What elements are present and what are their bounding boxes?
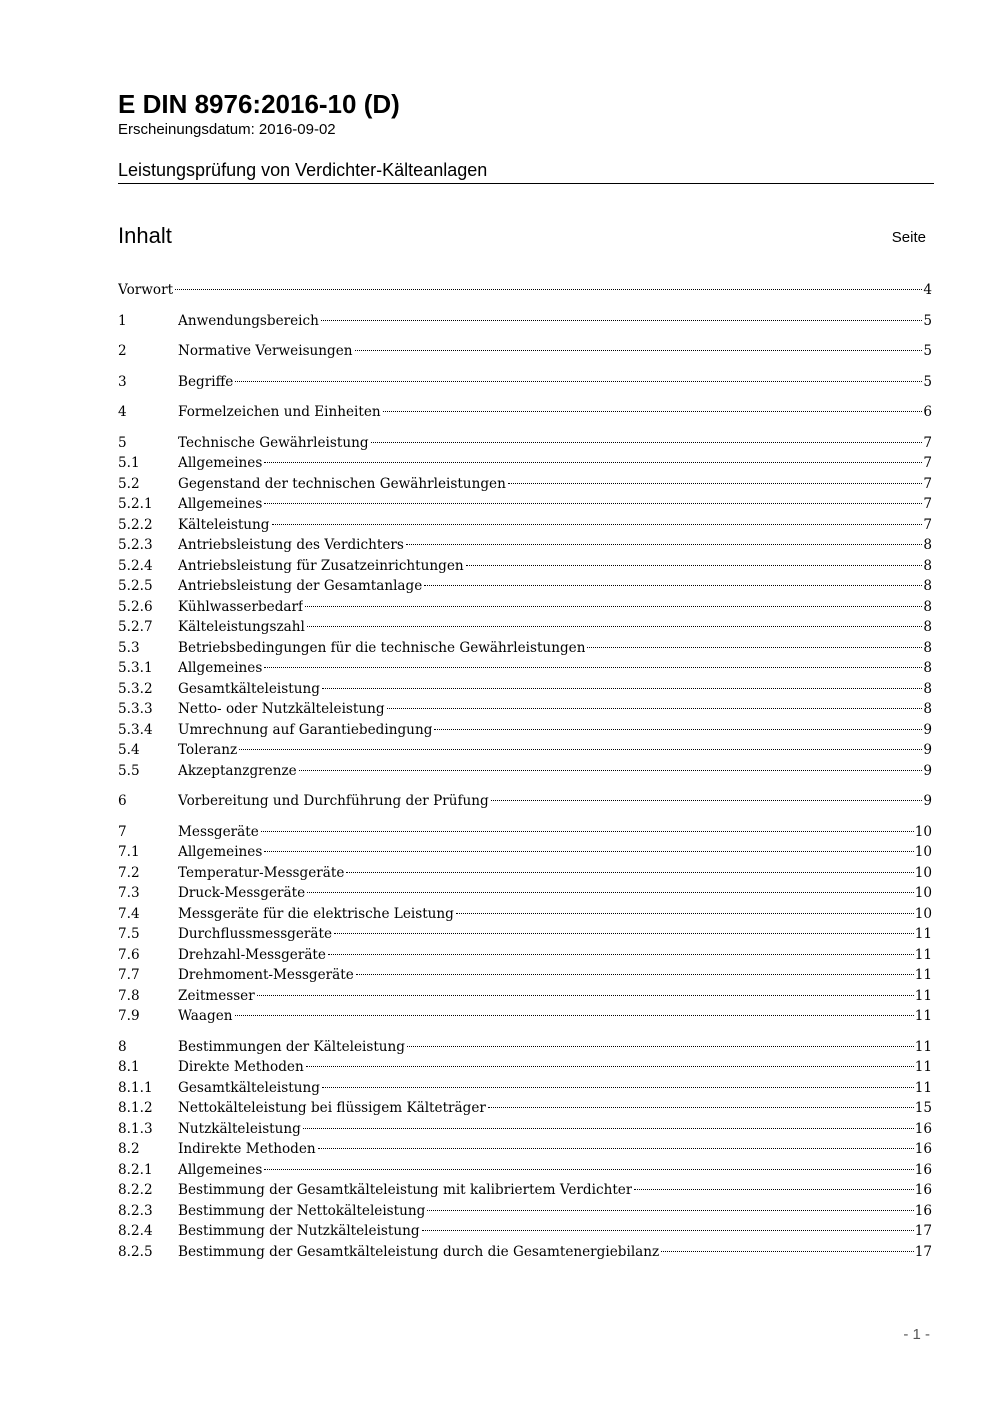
- toc-dot-leader: [261, 831, 914, 832]
- toc-entry-page: 16: [914, 1161, 932, 1178]
- toc-entry-page: 17: [914, 1223, 932, 1239]
- toc-entry-number: 8.1.3: [118, 1120, 153, 1137]
- toc-entry-title: Netto- oder Nutzkälteleistung: [178, 701, 385, 717]
- toc-entry-page: 11: [914, 926, 932, 942]
- toc-dot-leader: [318, 1148, 914, 1149]
- toc-dot-leader: [235, 381, 922, 382]
- toc-entry-number: 5.3.3: [118, 701, 153, 717]
- toc-dot-leader: [346, 872, 913, 873]
- toc-dot-leader: [328, 954, 914, 955]
- toc-entry-page: 11: [914, 1079, 932, 1096]
- toc-entry-page: 10: [914, 823, 932, 840]
- toc-entry-number: 8: [118, 1038, 127, 1055]
- toc-entry-number: 5.1: [118, 455, 140, 471]
- publication-date: Erscheinungsdatum: 2016-09-02: [118, 121, 336, 138]
- toc-entry-number: 6: [118, 793, 127, 809]
- toc-entry[interactable]: [118, 372, 932, 393]
- toc-entry[interactable]: [118, 1221, 932, 1242]
- toc-entry-number: 8.2.1: [118, 1161, 153, 1178]
- toc-dot-leader: [235, 1015, 914, 1016]
- toc-entry-title: Allgemeines: [178, 660, 263, 676]
- toc-entry-page: 11: [914, 987, 932, 1004]
- toc-dot-leader: [257, 995, 914, 996]
- toc-entry-page: 11: [914, 946, 932, 963]
- toc-dot-leader: [307, 892, 914, 893]
- document-title: E DIN 8976:2016-10 (D): [118, 89, 400, 119]
- toc-dot-leader: [371, 442, 923, 443]
- toc-entry-title: Bestimmung der Gesamtkälteleistung durch die Gesamtenergiebilanz: [178, 1243, 660, 1260]
- toc-entry-title: Akzeptanzgrenze: [178, 762, 297, 779]
- toc-dot-leader: [355, 350, 923, 351]
- toc-entry-title: Drehmoment-Messgeräte: [178, 967, 354, 983]
- toc-entry-number: 7.9: [118, 1008, 140, 1024]
- toc-entry-number: 8.1.2: [118, 1100, 153, 1116]
- toc-entry[interactable]: [118, 402, 932, 423]
- toc-entry[interactable]: [118, 791, 932, 812]
- toc-entry[interactable]: [118, 453, 932, 474]
- toc-entry[interactable]: [118, 556, 932, 577]
- toc-entry-title: Nutzkälteleistung: [178, 1120, 301, 1137]
- toc-entry-title: Kühlwasserbedarf: [178, 598, 304, 615]
- toc-entry-page: 10: [914, 844, 932, 860]
- toc-entry[interactable]: [118, 904, 932, 925]
- toc-entry[interactable]: [118, 474, 932, 495]
- toc-entry-title: Direkte Methoden: [178, 1059, 304, 1075]
- toc-entry-title: Waagen: [178, 1008, 233, 1024]
- toc-entry-number: 7: [118, 823, 127, 840]
- toc-entry[interactable]: [118, 965, 932, 986]
- toc-entry-title: Temperatur-Messgeräte: [178, 864, 345, 881]
- toc-entry[interactable]: [118, 515, 932, 536]
- toc-entry-page: 8: [923, 557, 932, 574]
- toc-entry-number: 7.7: [118, 967, 140, 983]
- toc-entry[interactable]: [118, 617, 932, 638]
- toc-entry-page: 17: [914, 1243, 932, 1260]
- toc-entry-page: 16: [914, 1182, 932, 1198]
- toc-entry-title: Vorwort: [118, 282, 174, 298]
- toc-entry[interactable]: [118, 679, 932, 700]
- toc-entry[interactable]: [118, 699, 932, 720]
- title-divider: [118, 183, 934, 184]
- toc-entry-number: 5.3: [118, 639, 140, 656]
- toc-dot-leader: [427, 1210, 913, 1211]
- toc-entry-page: 6: [923, 404, 932, 420]
- toc-entry-page: 8: [923, 537, 932, 553]
- toc-entry-number: 8.2: [118, 1141, 140, 1157]
- toc-entry[interactable]: [118, 1119, 932, 1140]
- toc-entry-number: 5.3.4: [118, 721, 153, 738]
- toc-dot-leader: [264, 503, 922, 504]
- toc-entry-title: Normative Verweisungen: [178, 343, 353, 359]
- toc-entry-number: 7.5: [118, 926, 140, 942]
- toc-entry-page: 9: [923, 742, 932, 758]
- toc-entry-number: 8.2.2: [118, 1182, 153, 1198]
- toc-dot-leader: [491, 800, 923, 801]
- toc-entry-title: Messgeräte: [178, 823, 259, 840]
- toc-entry-page: 8: [923, 619, 932, 635]
- toc-entry-number: 5.2.3: [118, 537, 153, 553]
- toc-entry-number: 5.2.1: [118, 496, 153, 512]
- toc-dot-leader: [406, 544, 922, 545]
- toc-entry-number: 7.3: [118, 885, 140, 901]
- toc-entry-title: Bestimmung der Nettokälteleistung: [178, 1202, 426, 1219]
- toc-entry-title: Antriebsleistung für Zusatzeinrichtungen: [178, 557, 464, 574]
- toc-dot-leader: [264, 851, 913, 852]
- toc-entry-title: Kälteleistung: [178, 516, 270, 533]
- document-subtitle: Leistungsprüfung von Verdichter-Kälteanlagen: [118, 160, 488, 180]
- toc-entry-page: 8: [923, 701, 932, 717]
- toc-dot-leader: [307, 626, 922, 627]
- toc-entry[interactable]: [118, 433, 932, 454]
- toc-entry-page: 8: [923, 598, 932, 615]
- toc-entry-page: 9: [923, 793, 932, 809]
- toc-dot-leader: [305, 606, 922, 607]
- toc-dot-leader: [322, 688, 922, 689]
- toc-entry-page: 10: [914, 905, 932, 922]
- toc-entry-number: 7.1: [118, 844, 140, 860]
- toc-entry-number: 5.2.4: [118, 557, 153, 574]
- toc-entry[interactable]: [118, 822, 932, 843]
- toc-entry-page: 8: [923, 639, 932, 656]
- toc-entry-title: Indirekte Methoden: [178, 1141, 316, 1157]
- toc-entry-title: Bestimmungen der Kälteleistung: [178, 1038, 406, 1055]
- toc-dot-leader: [239, 749, 922, 750]
- toc-entry-number: 8.1.1: [118, 1079, 153, 1096]
- toc-entry-page: 8: [923, 680, 932, 697]
- toc-dot-leader: [422, 1230, 914, 1231]
- toc-entry[interactable]: [118, 1006, 932, 1027]
- toc-entry-title: Gegenstand der technischen Gewährleistungen: [178, 475, 506, 492]
- toc-dot-leader: [634, 1189, 913, 1190]
- toc-entry-page: 15: [914, 1100, 932, 1116]
- toc-entry-number: 4: [118, 404, 127, 420]
- toc-dot-leader: [661, 1251, 913, 1252]
- toc-dot-leader: [264, 1169, 913, 1170]
- toc-entry-title: Allgemeines: [178, 1161, 263, 1178]
- toc-entry[interactable]: [118, 597, 932, 618]
- toc-entry[interactable]: [118, 638, 932, 659]
- toc-entry-page: 9: [923, 721, 932, 738]
- toc-entry[interactable]: [118, 1160, 932, 1181]
- toc-entry[interactable]: [118, 863, 932, 884]
- toc-entry-title: Technische Gewährleistung: [178, 434, 369, 451]
- toc-entry-page: 11: [914, 1059, 932, 1075]
- toc-entry[interactable]: [118, 883, 932, 904]
- toc-entry-title: Antriebsleistung des Verdichters: [178, 537, 404, 553]
- toc-entry-title: Allgemeines: [178, 496, 263, 512]
- toc-entry-page: 7: [923, 475, 932, 492]
- toc-entry[interactable]: [118, 842, 932, 863]
- toc-dot-leader: [508, 483, 923, 484]
- toc-entry[interactable]: [118, 986, 932, 1007]
- toc-entry[interactable]: [118, 341, 932, 362]
- toc-dot-leader: [334, 933, 914, 934]
- toc-entry-number: 5.2.5: [118, 578, 153, 594]
- toc-entry-title: Durchflussmessgeräte: [178, 926, 333, 942]
- toc-entry-title: Bestimmung der Gesamtkälteleistung mit kalibriertem Verdichter: [178, 1182, 633, 1198]
- toc-dot-leader: [264, 462, 922, 463]
- toc-entry[interactable]: [118, 311, 932, 332]
- toc-entry[interactable]: [118, 280, 932, 301]
- toc-entry-number: 7.6: [118, 946, 140, 963]
- toc-entry-page: 7: [923, 455, 932, 471]
- toc-entry-title: Druck-Messgeräte: [178, 885, 306, 901]
- toc-entry[interactable]: [118, 1037, 932, 1058]
- toc-entry-number: 7.4: [118, 905, 140, 922]
- toc-entry-page: 11: [914, 1008, 932, 1024]
- toc-heading: Inhalt: [118, 223, 172, 248]
- toc-dot-leader: [272, 524, 923, 525]
- toc-dot-leader: [175, 289, 922, 290]
- toc-dot-leader: [303, 1128, 914, 1129]
- toc-entry-title: Begriffe: [178, 373, 234, 390]
- toc-entry-page: 10: [914, 864, 932, 881]
- toc-dot-leader: [321, 320, 922, 321]
- toc-dot-leader: [456, 913, 914, 914]
- toc-entry-number: 5: [118, 434, 127, 451]
- toc-entry-title: Gesamtkälteleistung: [178, 680, 320, 697]
- toc-dot-leader: [322, 1087, 914, 1088]
- toc-dot-leader: [466, 565, 923, 566]
- toc-entry-number: 7.8: [118, 987, 140, 1004]
- toc-entry-page: 5: [923, 343, 932, 359]
- toc-entry-page: 8: [923, 660, 932, 676]
- toc-entry-page: 7: [923, 516, 932, 533]
- toc-dot-leader: [299, 770, 923, 771]
- toc-entry-number: 8.2.4: [118, 1223, 153, 1239]
- toc-entry[interactable]: [118, 1139, 932, 1160]
- toc-entry-number: 5.3.2: [118, 680, 153, 697]
- toc-entry-page: 9: [923, 762, 932, 779]
- toc-entry-page: 10: [914, 885, 932, 901]
- toc-entry-number: 5.4: [118, 742, 140, 758]
- toc-entry-page: 5: [923, 312, 932, 329]
- toc-page-column-label: Seite: [891, 229, 926, 246]
- toc-entry-title: Antriebsleistung der Gesamtanlage: [178, 578, 423, 594]
- toc-entry[interactable]: [118, 740, 932, 761]
- toc-entry[interactable]: [118, 924, 932, 945]
- toc-dot-leader: [383, 411, 923, 412]
- toc-entry-number: 5.2: [118, 475, 140, 492]
- toc-entry-title: Allgemeines: [178, 844, 263, 860]
- toc-entry[interactable]: [118, 1201, 932, 1222]
- toc-entry-title: Kälteleistungszahl: [178, 619, 305, 635]
- toc-entry-page: 8: [923, 578, 932, 594]
- toc-entry[interactable]: [118, 720, 932, 741]
- toc-entry-page: 16: [914, 1202, 932, 1219]
- toc-entry-number: 5.2.2: [118, 516, 153, 533]
- toc-entry-number: 5.3.1: [118, 660, 153, 676]
- toc-dot-leader: [488, 1107, 914, 1108]
- toc-entry-number: 7.2: [118, 864, 140, 881]
- toc-entry[interactable]: [118, 1057, 932, 1078]
- toc-entry-page: 7: [923, 434, 932, 451]
- footer-page-number: - 1 -: [903, 1326, 930, 1343]
- toc-entry-number: 5.5: [118, 762, 140, 779]
- toc-entry[interactable]: [118, 761, 932, 782]
- toc-entry-page: 11: [914, 967, 932, 983]
- toc-entry-title: Gesamtkälteleistung: [178, 1079, 320, 1096]
- toc-entry[interactable]: [118, 1180, 932, 1201]
- toc-entry-title: Allgemeines: [178, 455, 263, 471]
- toc-entry-title: Bestimmung der Nutzkälteleistung: [178, 1223, 420, 1239]
- toc-dot-leader: [434, 729, 922, 730]
- toc-entry[interactable]: [118, 1242, 932, 1263]
- toc-entry-number: 5.2.7: [118, 619, 153, 635]
- toc-dot-leader: [424, 585, 922, 586]
- toc-entry-number: 2: [118, 343, 127, 359]
- toc-dot-leader: [407, 1046, 914, 1047]
- toc-entry-number: 8.2.3: [118, 1202, 153, 1219]
- toc-entry-page: 7: [923, 496, 932, 512]
- toc-dot-leader: [264, 667, 922, 668]
- toc-entry[interactable]: [118, 576, 932, 597]
- toc-entry-page: 11: [914, 1038, 932, 1055]
- toc-entry-page: 5: [923, 373, 932, 390]
- toc-entry-number: 3: [118, 373, 127, 390]
- toc-entry-page: 16: [914, 1141, 932, 1157]
- toc-dot-leader: [356, 974, 914, 975]
- toc-entry[interactable]: [118, 945, 932, 966]
- toc-entry-title: Anwendungsbereich: [178, 312, 319, 329]
- toc-entry-title: Messgeräte für die elektrische Leistung: [178, 905, 454, 922]
- toc-entry-title: Formelzeichen und Einheiten: [178, 404, 381, 420]
- toc-entry-number: 8.2.5: [118, 1243, 153, 1260]
- toc-entry[interactable]: [118, 1078, 932, 1099]
- toc-entry-number: 1: [118, 312, 127, 329]
- toc-dot-leader: [306, 1066, 914, 1067]
- toc-entry-number: 8.1: [118, 1059, 140, 1075]
- toc-dot-leader: [587, 647, 922, 648]
- toc-entry-title: Zeitmesser: [178, 987, 255, 1004]
- toc-entry[interactable]: [118, 658, 932, 679]
- toc-entry-page: 16: [914, 1120, 932, 1137]
- toc-entry-title: Toleranz: [178, 742, 238, 758]
- toc-dot-leader: [387, 708, 923, 709]
- toc-entry-title: Vorbereitung und Durchführung der Prüfung: [178, 793, 489, 809]
- toc-entry-page: 4: [923, 282, 932, 298]
- table-of-contents: [118, 280, 932, 1262]
- toc-entry-title: Umrechnung auf Garantiebedingung: [178, 721, 433, 738]
- toc-entry[interactable]: [118, 1098, 932, 1119]
- toc-entry-number: 5.2.6: [118, 598, 153, 615]
- toc-entry-title: Betriebsbedingungen für die technische Gewährleistungen: [178, 639, 586, 656]
- toc-entry[interactable]: [118, 494, 932, 515]
- toc-entry-title: Nettokälteleistung bei flüssigem Kälteträger: [178, 1100, 486, 1116]
- toc-entry[interactable]: [118, 535, 932, 556]
- toc-entry-title: Drehzahl-Messgeräte: [178, 946, 326, 963]
